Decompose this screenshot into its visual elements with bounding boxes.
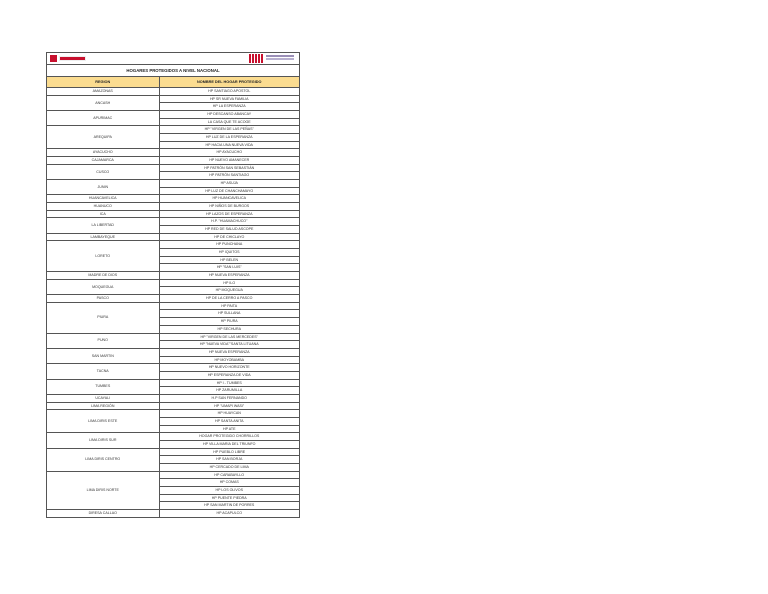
table-row <box>47 157 299 165</box>
table-row <box>47 394 299 402</box>
home-name-cell: HP MOQUEGUA <box>159 287 299 295</box>
home-name-cell: H.P SAN FERNANDO <box>159 394 299 402</box>
home-name-cell: HP RED DE SALUD ASCOPE <box>159 226 299 234</box>
home-name-cell: H.P. "HUAMACHUCO" <box>159 218 299 226</box>
document-sheet <box>46 52 300 518</box>
table-row <box>47 203 299 211</box>
table-row <box>47 88 299 96</box>
home-name-cell: HP CARABAYLLO <box>159 471 299 479</box>
home-name-cell: HP ATE <box>159 425 299 433</box>
table-row <box>47 210 299 218</box>
home-name-cell: HP I - TUMBES <box>159 379 299 387</box>
region-cell: LIMA REGIÓN <box>47 402 159 410</box>
home-name-cell: HP ILO <box>159 279 299 287</box>
region-cell: AMAZONAS <box>47 88 159 96</box>
table-row <box>47 218 299 226</box>
table-row <box>47 348 299 356</box>
home-name-cell: HP DESCANSO ABANCAY <box>159 111 299 119</box>
home-name-cell: HP "NUEVA VIDA""SANTA LITUANA <box>159 341 299 349</box>
home-name-cell: HP SANTIAGO APOSTOL <box>159 88 299 96</box>
region-cell: LIMA DIRIS CENTRO <box>47 448 159 471</box>
table-row <box>47 111 299 119</box>
home-name-cell: HP ASUJA <box>159 180 299 188</box>
region-cell: LA LIBERTAD <box>47 218 159 233</box>
region-cell: PIURA <box>47 302 159 333</box>
region-cell: LIMA DIRIS ESTE <box>47 410 159 433</box>
home-name-cell: HP LUZ DE LA ESPERANZA <box>159 134 299 142</box>
table-row <box>47 471 299 479</box>
region-cell: PUNO <box>47 333 159 348</box>
home-name-cell: HP PIURA <box>159 318 299 326</box>
home-name-cell: HP AYACUCHO <box>159 149 299 157</box>
home-name-cell: HP "VIRGEN DE LAS MERCEDES" <box>159 333 299 341</box>
table-row <box>47 126 299 134</box>
home-name-cell: HP CERCADO DE LIMA <box>159 463 299 471</box>
region-cell: ANCASH <box>47 95 159 110</box>
region-cell: MOQUEGUA <box>47 279 159 294</box>
logo-bar <box>47 53 299 65</box>
home-name-cell: HP PATRÓN SANTIAGO <box>159 172 299 180</box>
program-logo-icon <box>249 54 295 63</box>
table-row <box>47 233 299 241</box>
home-name-cell: HP PATRÓN SAN SEBASTIÁN <box>159 164 299 172</box>
home-name-cell: HP PUENTE PIEDRA <box>159 494 299 502</box>
home-name-cell: HP IQUITOS <box>159 249 299 257</box>
region-cell: HUANCAVELICA <box>47 195 159 203</box>
region-cell: TUMBES <box>47 379 159 394</box>
region-cell: HUANUCO <box>47 203 159 211</box>
column-header-region: REGION <box>47 77 159 88</box>
home-name-cell: HP LUZ DE CHANCHAMAYO <box>159 187 299 195</box>
region-cell: CUSCO <box>47 164 159 179</box>
region-cell: APURIMAC <box>47 111 159 126</box>
home-name-cell: HP NIÑOS DE BURGOS <box>159 203 299 211</box>
region-cell: UCAYALI <box>47 394 159 402</box>
table-row <box>47 333 299 341</box>
table-row <box>47 180 299 188</box>
program-mark-icon <box>249 54 263 63</box>
home-name-cell: HP HACIA UNA NUEVA VIDA <box>159 141 299 149</box>
table-row <box>47 95 299 103</box>
table-row <box>47 149 299 157</box>
home-name-cell: HP HUAYCAN <box>159 410 299 418</box>
home-name-cell: HP VILLA MARIA DEL TRIUNFO <box>159 440 299 448</box>
region-cell: MADRE DE DIOS <box>47 272 159 280</box>
home-name-cell: HP HUANCAVELICA <box>159 195 299 203</box>
home-name-cell: HP SAN BORJA <box>159 456 299 464</box>
home-name-cell: HP LOS OLIVOS <box>159 486 299 494</box>
table-row <box>47 195 299 203</box>
home-name-cell: HP "UMAPI WASI" <box>159 402 299 410</box>
home-name-cell: HP PUNCHANA <box>159 241 299 249</box>
region-cell: DIRESA CALLAO <box>47 509 159 516</box>
home-name-cell: HP DE CHICLAYO <box>159 233 299 241</box>
table-row <box>47 448 299 456</box>
region-cell: CAJAMARCA <box>47 157 159 165</box>
home-name-cell: HP BELEN <box>159 256 299 264</box>
region-cell: SAN MARTIN <box>47 348 159 363</box>
home-name-cell: HP LA ESPERANZA <box>159 103 299 111</box>
home-name-cell: HP NUEVA ESPERANZA <box>159 272 299 280</box>
table-header-row <box>47 77 299 88</box>
peru-seal-icon <box>50 55 57 62</box>
home-name-cell: LA CASA QUE TE ACOGE <box>159 118 299 126</box>
region-cell: TACNA <box>47 364 159 379</box>
table-row <box>47 241 299 249</box>
table-row <box>47 295 299 303</box>
region-cell: JUNIN <box>47 180 159 195</box>
home-name-cell: HP SULLANA <box>159 310 299 318</box>
home-name-cell: HP SR NUEVA FAMILIA <box>159 95 299 103</box>
homes-table <box>47 77 299 517</box>
home-name-cell: HP "VIRGEN DE LAS PEÑAS" <box>159 126 299 134</box>
home-name-cell: HP ACAPULCO <box>159 509 299 516</box>
home-name-cell: HP ESPERANZA DE VIDA <box>159 371 299 379</box>
table-body <box>47 88 299 517</box>
table-row <box>47 272 299 280</box>
home-name-cell: HP COMAS <box>159 479 299 487</box>
home-name-cell: HP NUEVO HORIZONTE <box>159 364 299 372</box>
home-name-cell: HP PUEBLO LIBRE <box>159 448 299 456</box>
home-name-cell: HP LAZOS DE ESPERANZA <box>159 210 299 218</box>
home-name-cell: HP SANTA ANITA <box>159 417 299 425</box>
table-row <box>47 279 299 287</box>
home-name-cell: HP NUEVA ESPERANZA <box>159 348 299 356</box>
document-title: HOGARES PROTEGIDOS A NIVEL NACIONAL <box>47 65 299 77</box>
region-cell: LIMA DIRIS SUR <box>47 433 159 448</box>
home-name-cell: HP SECHURA <box>159 325 299 333</box>
region-cell: AREQUIPA <box>47 126 159 149</box>
table-row <box>47 433 299 441</box>
home-name-cell: HP SAN MARTIN DE PORRES <box>159 502 299 510</box>
home-name-cell: HP MOYOBAMBA <box>159 356 299 364</box>
table-row <box>47 379 299 387</box>
home-name-cell: HP PAITA <box>159 302 299 310</box>
table-row <box>47 410 299 418</box>
home-name-cell: HP ZARUMILLA <box>159 387 299 395</box>
region-cell: LAMBAYEQUE <box>47 233 159 241</box>
region-cell: LORETO <box>47 241 159 272</box>
table-row <box>47 364 299 372</box>
table-row <box>47 302 299 310</box>
table-row <box>47 402 299 410</box>
region-cell: LIMA DIRIS NORTE <box>47 471 159 509</box>
table-row <box>47 164 299 172</box>
home-name-cell: HOGAR PROTEGIDO CHORRILLOS <box>159 433 299 441</box>
home-name-cell: HP "SAN LUIS" <box>159 264 299 272</box>
table-row <box>47 509 299 516</box>
region-cell: ICA <box>47 210 159 218</box>
home-name-cell: HP NUEVO AMANECER <box>159 157 299 165</box>
region-cell: PASCO <box>47 295 159 303</box>
region-cell: AYACUCHO <box>47 149 159 157</box>
home-name-cell: HP DE LA CERRO A PASCO <box>159 295 299 303</box>
ministry-name-banner <box>59 56 86 61</box>
ministry-logo-icon <box>50 55 86 62</box>
column-header-home-name: NOMBRE DEL HOGAR PROTEGIDO <box>159 77 299 88</box>
program-wordmark <box>266 55 294 57</box>
